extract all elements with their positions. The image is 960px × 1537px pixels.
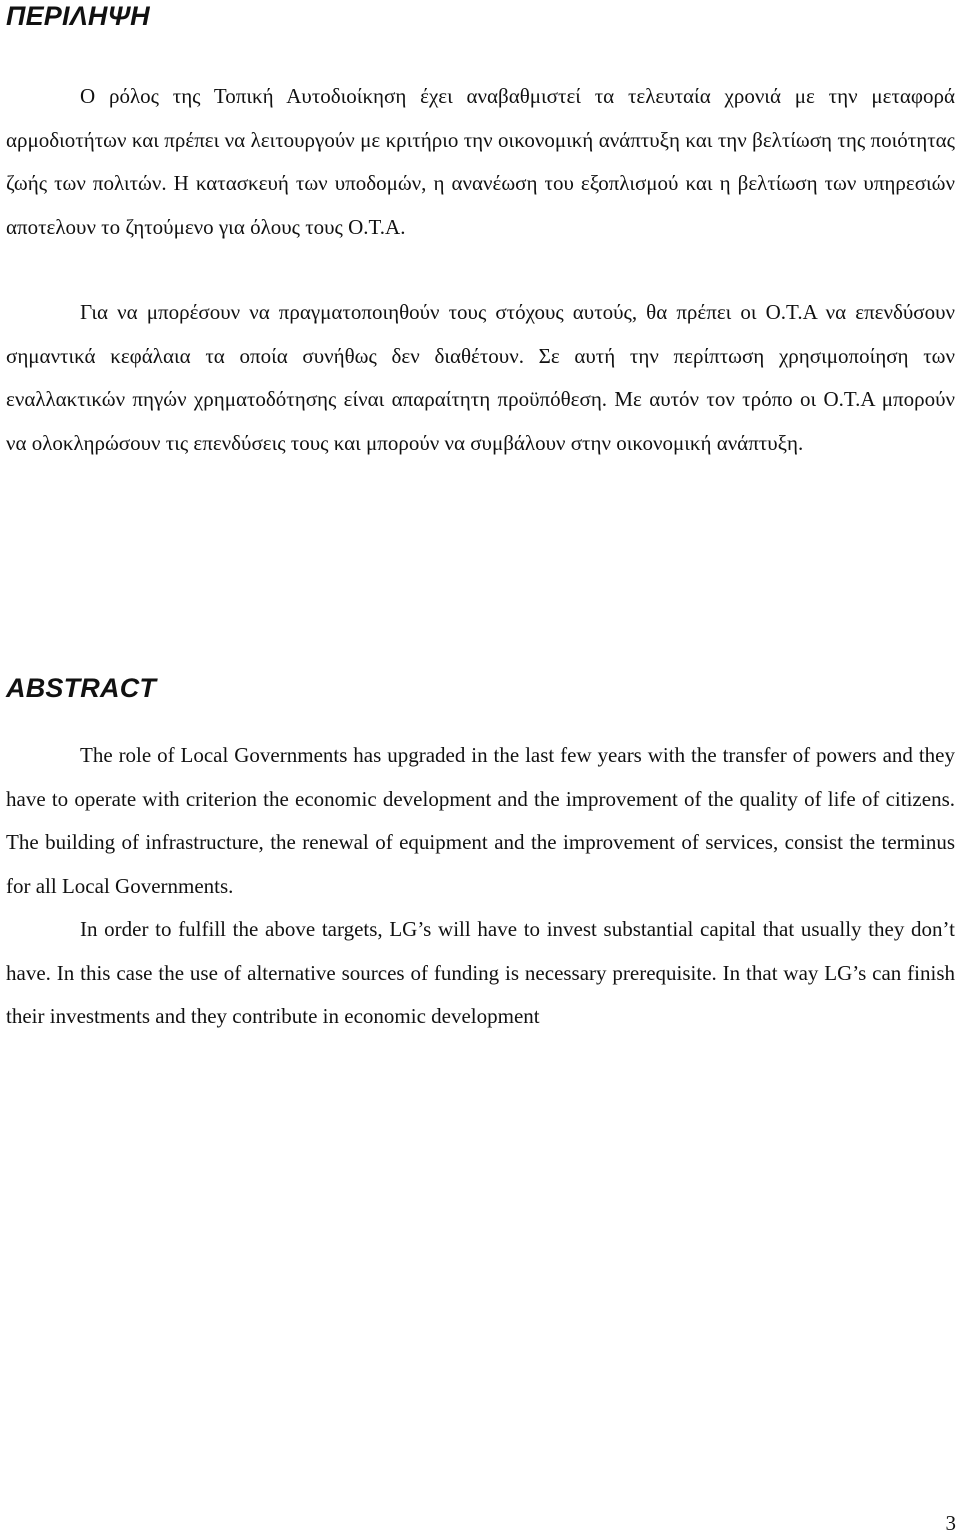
page-number: 3 xyxy=(945,1511,956,1535)
abstract-heading: ABSTRACT xyxy=(6,673,157,703)
abstract-paragraph-1: The role of Local Governments has upgraded in the last few years with the transfer of powers and they have to operate with criterion the economic development and the improvement of the quality of life of citizens. The building of infrastructure, the renewal of equipment and the improvement of services, consist the terminus for all Local Governments. xyxy=(6,743,955,898)
summary-paragraph-2: Για να μπορέσουν να πραγματοποιηθούν τους στόχους αυτούς, θα πρέπει οι Ο.Τ.Α να επενδύσουν σημαντικά κεφάλαια τα οποία συνήθως δεν διαθέτουν. Σε αυτή την περίπτωση χρησιμοποίηση των εναλλακτικών πηγών χρηματοδότησης είναι απαραίτητη προϋπόθεση. Με αυτόν τον τρόπο οι Ο.Τ.Α μπορούν να ολοκληρώσουν τις επενδύσεις τους και μπορούν να συμβάλουν στην οικονομική ανάπτυξη. xyxy=(6,300,955,455)
summary-heading: ΠΕΡΙΛΗΨΗ xyxy=(6,1,150,31)
abstract-paragraph-2: In order to fulfill the above targets, LG’s will have to invest substantial capital that usually they don’t have. In this case the use of alternative sources of funding is necessary prerequisite. In that way LG’s can finish their investments and they contribute in economic development xyxy=(6,917,955,1028)
summary-paragraph-1: Ο ρόλος της Τοπική Αυτοδιοίκηση έχει αναβαθμιστεί τα τελευταία χρονιά με την μεταφορά αρμοδιοτήτων και πρέπει να λειτουργούν με κριτήριο την οικονομική ανάπτυξη και την βελτίωση της ποιότητας ζωής των πολιτών. Η κατασκευή των υποδομών, η ανανέωση του εξοπλισμού και η βελτίωση των υπηρεσιών αποτελουν το ζητούμενο για όλους τους Ο.Τ.Α. xyxy=(6,84,955,239)
